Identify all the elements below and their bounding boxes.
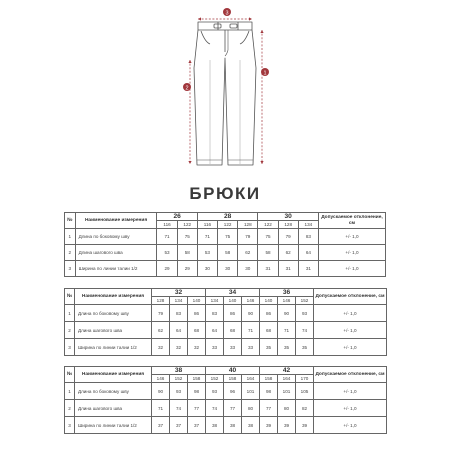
value-cell: 35 (278, 339, 296, 356)
value-cell: 80 (242, 400, 260, 417)
value-cell: 58 (218, 245, 238, 261)
size-header: 30 (258, 213, 319, 221)
height-cell: 122 (177, 221, 197, 229)
value-cell: 86 (260, 305, 278, 322)
tolerance-cell: +/- 1,0 (314, 383, 387, 400)
size-header: 42 (260, 367, 314, 375)
value-cell: 31 (278, 261, 298, 277)
height-cell: 158 (260, 375, 278, 383)
svg-text:1: 1 (263, 70, 267, 77)
value-cell: 58 (177, 245, 197, 261)
row-num: 1 (65, 383, 75, 400)
size-header: 32 (152, 289, 206, 297)
height-cell: 158 (188, 375, 206, 383)
value-cell: 29 (157, 261, 177, 277)
size-header-row (65, 213, 386, 221)
value-cell: 86 (224, 305, 242, 322)
value-cell: 71 (152, 400, 170, 417)
height-cell: 140 (260, 297, 278, 305)
value-cell: 71 (242, 322, 260, 339)
value-cell: 77 (260, 400, 278, 417)
value-cell: 53 (157, 245, 177, 261)
value-cell: 64 (206, 322, 224, 339)
size-header: 36 (260, 289, 314, 297)
value-cell: 74 (296, 322, 314, 339)
tolerance-cell: +/- 1,0 (314, 322, 387, 339)
value-cell: 80 (278, 400, 296, 417)
height-cell: 116 (157, 221, 177, 229)
row-name: Длина шагового шва (75, 400, 152, 417)
value-cell: 37 (170, 417, 188, 434)
height-cell: 128 (278, 221, 298, 229)
height-cell: 146 (242, 297, 260, 305)
col-tolerance-header: Допускаемое отклонение, см (314, 367, 387, 383)
value-cell: 75 (258, 229, 278, 245)
row-num: 2 (65, 245, 76, 261)
value-cell: 62 (278, 245, 298, 261)
value-cell: 29 (177, 261, 197, 277)
value-cell: 75 (218, 229, 238, 245)
value-cell: 35 (296, 339, 314, 356)
value-cell: 31 (298, 261, 318, 277)
value-cell: 30 (238, 261, 258, 277)
marker-3 (223, 8, 231, 16)
value-cell: 37 (188, 417, 206, 434)
height-cell: 122 (218, 221, 238, 229)
value-cell: 105 (296, 383, 314, 400)
row-num: 1 (65, 229, 76, 245)
value-cell: 101 (278, 383, 296, 400)
height-cell: 164 (278, 375, 296, 383)
value-cell: 32 (170, 339, 188, 356)
height-cell: 128 (238, 221, 258, 229)
row-num: 1 (65, 305, 75, 322)
col-name-header: Наименование измерения (75, 213, 157, 229)
value-cell: 30 (218, 261, 238, 277)
size-table-3 (64, 366, 387, 434)
value-cell: 98 (260, 383, 278, 400)
value-cell: 77 (224, 400, 242, 417)
value-cell: 79 (278, 229, 298, 245)
value-cell: 77 (188, 400, 206, 417)
value-cell: 32 (188, 339, 206, 356)
height-cell: 170 (296, 375, 314, 383)
height-cell: 146 (152, 375, 170, 383)
size-header-row (65, 367, 387, 375)
height-cell: 164 (242, 375, 260, 383)
value-cell: 38 (242, 417, 260, 434)
col-tolerance-header: Допускаемое отклонение, см (314, 289, 387, 305)
col-num-header: № (65, 289, 75, 305)
value-cell: 30 (197, 261, 217, 277)
value-cell: 53 (197, 245, 217, 261)
value-cell: 33 (224, 339, 242, 356)
value-cell: 64 (298, 245, 318, 261)
row-name: Длина по боковому шву (75, 305, 152, 322)
height-cell: 122 (258, 221, 278, 229)
svg-text:2: 2 (185, 85, 189, 92)
table-row (65, 400, 387, 417)
row-num: 3 (65, 339, 75, 356)
value-cell: 71 (197, 229, 217, 245)
row-num: 3 (65, 417, 75, 434)
size-table-2 (64, 288, 387, 356)
svg-text:3: 3 (225, 10, 229, 17)
col-num-header: № (65, 213, 76, 229)
tolerance-cell: +/- 1,0 (318, 229, 385, 245)
height-cell: 128 (152, 297, 170, 305)
value-cell: 93 (206, 383, 224, 400)
value-cell: 68 (224, 322, 242, 339)
table-row (65, 305, 387, 322)
height-cell: 152 (170, 375, 188, 383)
tolerance-cell: +/- 1,0 (318, 245, 385, 261)
table-row (65, 229, 386, 245)
col-tolerance-header: Допускаемое отклонение, см (318, 213, 385, 229)
row-num: 2 (65, 322, 75, 339)
value-cell: 101 (242, 383, 260, 400)
size-header: 34 (206, 289, 260, 297)
value-cell: 82 (296, 400, 314, 417)
value-cell: 83 (206, 305, 224, 322)
value-cell: 86 (188, 305, 206, 322)
height-cell: 134 (206, 297, 224, 305)
tolerance-cell: +/- 1,0 (318, 261, 385, 277)
row-num: 2 (65, 400, 75, 417)
value-cell: 75 (177, 229, 197, 245)
table-row (65, 245, 386, 261)
row-name: Ширина по линии талии 1/2 (75, 339, 152, 356)
value-cell: 58 (258, 245, 278, 261)
value-cell: 71 (157, 229, 177, 245)
col-name-header: Наименование измерения (75, 367, 152, 383)
table-row (65, 261, 386, 277)
tolerance-cell: +/- 1,0 (314, 417, 387, 434)
value-cell: 33 (242, 339, 260, 356)
value-cell: 83 (298, 229, 318, 245)
height-cell: 140 (224, 297, 242, 305)
height-cell: 140 (188, 297, 206, 305)
tolerance-cell: +/- 1,0 (314, 400, 387, 417)
value-cell: 79 (238, 229, 258, 245)
value-cell: 39 (260, 417, 278, 434)
height-cell: 152 (296, 297, 314, 305)
size-table-1 (64, 212, 386, 277)
value-cell: 93 (170, 383, 188, 400)
tolerance-cell: +/- 1,0 (314, 339, 387, 356)
size-header: 26 (157, 213, 197, 221)
size-header-row (65, 289, 387, 297)
height-cell: 152 (206, 375, 224, 383)
value-cell: 37 (152, 417, 170, 434)
row-num: 3 (65, 261, 76, 277)
size-header: 40 (206, 367, 260, 375)
value-cell: 39 (278, 417, 296, 434)
value-cell: 38 (224, 417, 242, 434)
value-cell: 62 (152, 322, 170, 339)
value-cell: 96 (224, 383, 242, 400)
row-name: Длина шагового шва (75, 322, 152, 339)
page-title: БРЮКИ (189, 184, 261, 203)
value-cell: 32 (152, 339, 170, 356)
value-cell: 71 (278, 322, 296, 339)
value-cell: 33 (206, 339, 224, 356)
value-cell: 93 (296, 305, 314, 322)
value-cell: 74 (206, 400, 224, 417)
value-cell: 35 (260, 339, 278, 356)
value-cell: 39 (296, 417, 314, 434)
value-cell: 90 (278, 305, 296, 322)
height-cell: 116 (197, 221, 217, 229)
row-name: Ширина по линии талии 1/2 (75, 261, 157, 277)
value-cell: 68 (260, 322, 278, 339)
value-cell: 64 (170, 322, 188, 339)
value-cell: 38 (206, 417, 224, 434)
size-header: 28 (197, 213, 258, 221)
height-cell: 146 (278, 297, 296, 305)
value-cell: 83 (170, 305, 188, 322)
col-num-header: № (65, 367, 75, 383)
table-row (65, 383, 387, 400)
value-cell: 62 (238, 245, 258, 261)
value-cell: 90 (242, 305, 260, 322)
col-name-header: Наименование измерения (75, 289, 152, 305)
trousers-diagram (0, 0, 450, 180)
tolerance-cell: +/- 1,0 (314, 305, 387, 322)
value-cell: 31 (258, 261, 278, 277)
table-row (65, 339, 387, 356)
value-cell: 79 (152, 305, 170, 322)
height-cell: 134 (170, 297, 188, 305)
value-cell: 68 (188, 322, 206, 339)
row-name: Ширина по линии талии 1/2 (75, 417, 152, 434)
value-cell: 90 (152, 383, 170, 400)
height-cell: 158 (224, 375, 242, 383)
value-cell: 98 (188, 383, 206, 400)
size-header: 38 (152, 367, 206, 375)
row-name: Длина по боковому шву (75, 383, 152, 400)
table-row (65, 322, 387, 339)
height-cell: 134 (298, 221, 318, 229)
trousers-outline (194, 22, 256, 165)
value-cell: 74 (170, 400, 188, 417)
row-name: Длина шагового шва (75, 245, 157, 261)
row-name: Длина по боковому шву (75, 229, 157, 245)
table-row (65, 417, 387, 434)
